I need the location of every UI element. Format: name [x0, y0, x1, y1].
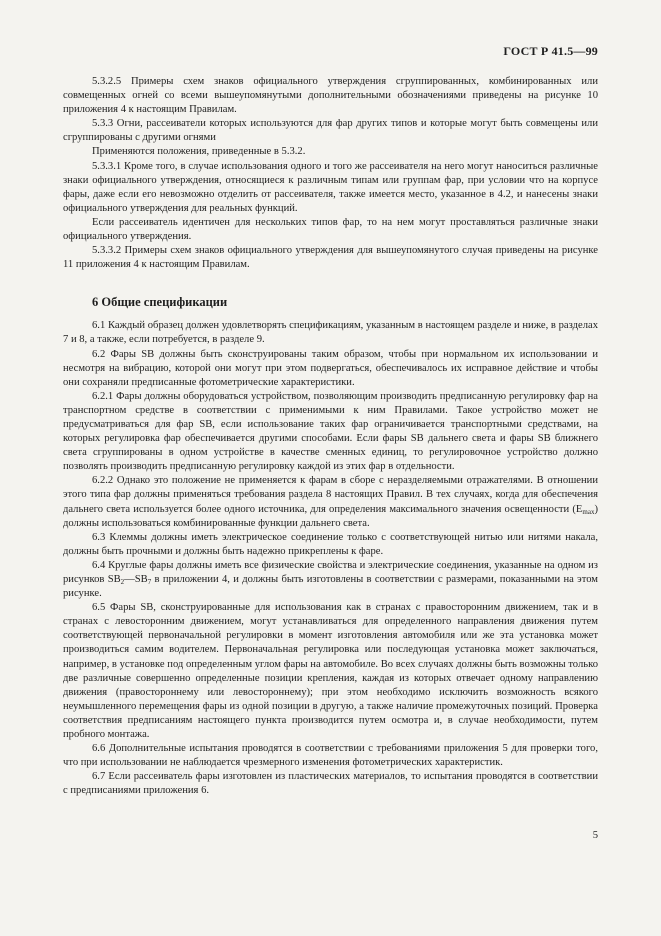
paragraph-identical-lens: Если рассеиватель идентичен для нескольких типов фар, то на нем могут проставляться различные знаки официального утверждения. [63, 216, 598, 243]
paragraph-5-3-3-1: 5.3.3.1 Кроме того, в случае использования одного и того же рассеивателя на него могут наноситься различные знаки официального утверждения, относящиеся к различным типам или группам фар, при условии что на корпусе фары, даже если его невозможно отделить от рассеивателя, также имеется место, указанное в 4.2, и нанесены знаки официального утверждения для реальных функций. [63, 160, 598, 214]
section-heading: 6 Общие спецификации [92, 295, 228, 310]
paragraph-6-7: 6.7 Если рассеиватель фары изготовлен из пластических материалов, то испытания проводятся в соответствии с предписаниями приложения 6. [63, 771, 598, 797]
subscript: max [582, 507, 595, 516]
subscript: 7 [147, 578, 152, 586]
paragraph-6-2-1: 6.2.1 Фары должны оборудоваться устройством, позволяющим производить предписанную регулировку фар на транспортном средстве в соответствии с применимыми к ним Правилами. Такое устройство может не предусматриваться для фар SB, если использование таких фар ограничивается транспортными средствами, на которых регулировка фар обеспечивается другими способами. Если фары SB дальнего света и фары SB ближнего света сгруппированы в одном устройстве в качестве сменных единиц, то регулировочное устройство должно позволять производить предписанную регулировку каждой из этих фар в отдельности. [63, 390, 598, 473]
text-segment: 6.4 Круглые фары должны иметь все физические свойства и электрические соединения, указанные на одном из рисунков SB [63, 559, 598, 585]
paragraph-applies: Применяются положения, приведенные в 5.3.2. [92, 146, 306, 158]
subscript: 2 [120, 578, 125, 586]
text-segment: —SB [124, 574, 148, 585]
text-segment: 6.2.2 Однако это положение не применяется к фарам в сборе с неразделяемыми отражателями. В отношении этого типа фар должны применяться требования раздела 8 настоящих Правил. В тех случаях, когда для обеспечения дальнего света используется более одного источника, для определения максимального значения освещенности (E [63, 475, 598, 515]
text-segment: в приложении 4, и должны быть изготовлены в соответствии с размерами, показанными на этом рисунке. [63, 574, 598, 600]
paragraph-6-2-2 [63, 474, 598, 530]
page-content [63, 75, 598, 799]
paragraph-6-1: 6.1 Каждый образец должен удовлетворять спецификациям, указанным в настоящем разделе и ниже, в разделах 7 и 8, а также, если потребуется, в разделе 9. [63, 320, 598, 346]
paragraph-6-5: 6.5 Фары SB, сконструированные для использования как в странах с правосторонним движением, так и в странах с левосторонним движением, могут устанавливаться для определенного направления движения путем соответствующей первоначальной регулировки в момент изготовления автомобиля или же эта установка может производиться самим водителем. Первоначальная регулировка или последующая установка может заключаться, например, в установке под определенным углом фары на автомобиле. Во всех случаях должны быть возможны только две различные совершенно определенные позиции крепления, каждая из которых отвечает одному направлению движения (правостороннему или левостороннему); при этом необходимо исключить возможность всякого неумышленного перемещения фары из одной позиции в другую, а также наличие промежуточных позиций. Проверка соответствия предписаниям настоящего пункта производится путем осмотра и, в случае необходимости, путем пробного монтажа. [63, 602, 598, 741]
paragraph-5-3-2-5: 5.3.2.5 Примеры схем знаков официального утверждения сгруппированных, комбинированных или совмещенных огней со всеми вышеупомянутыми дополнительными обозначениями приведены на рисунке 10 приложения 4 к настоящим Правилам. [63, 76, 598, 116]
paragraph-6-6: 6.6 Дополнительные испытания проводятся в соответствии с требованиями приложения 5 для проверки того, что при использовании не наблюдается чрезмерного изменения фотометрических характеристик. [63, 743, 598, 769]
paragraph-6-2: 6.2 Фары SB должны быть сконструированы таким образом, чтобы при нормальном их использовании и несмотря на вибрацию, которой они могут при этом подвергаться, обеспечивалось их исправное действие и чтобы они сохраняли предписанные фотометрические характеристики. [63, 348, 598, 388]
paragraph-6-3: 6.3 Клеммы должны иметь электрическое соединение только с соответствующей нитью или нитями накала, должны быть прочными и должны быть надежно прикреплены к фаре. [63, 531, 598, 557]
standard-code: ГОСТ Р 41.5—99 [503, 44, 598, 58]
paragraph-5-3-3: 5.3.3 Огни, рассеиватели которых используются для фар других типов и которые могут быть совмещены или сгруппированы с другими огнями [63, 118, 598, 144]
paragraph-5-3-3-2: 5.3.3.2 Примеры схем знаков официального утверждения для вышеупомянутого случая приведены на рисунке 11 приложения 4 к настоящим Правилам. [63, 245, 598, 271]
text-segment: ) должны использоваться комбинированные функции дальнего света. [63, 503, 598, 529]
page-number: 5 [592, 830, 598, 841]
paragraph-6-4 [63, 559, 598, 601]
